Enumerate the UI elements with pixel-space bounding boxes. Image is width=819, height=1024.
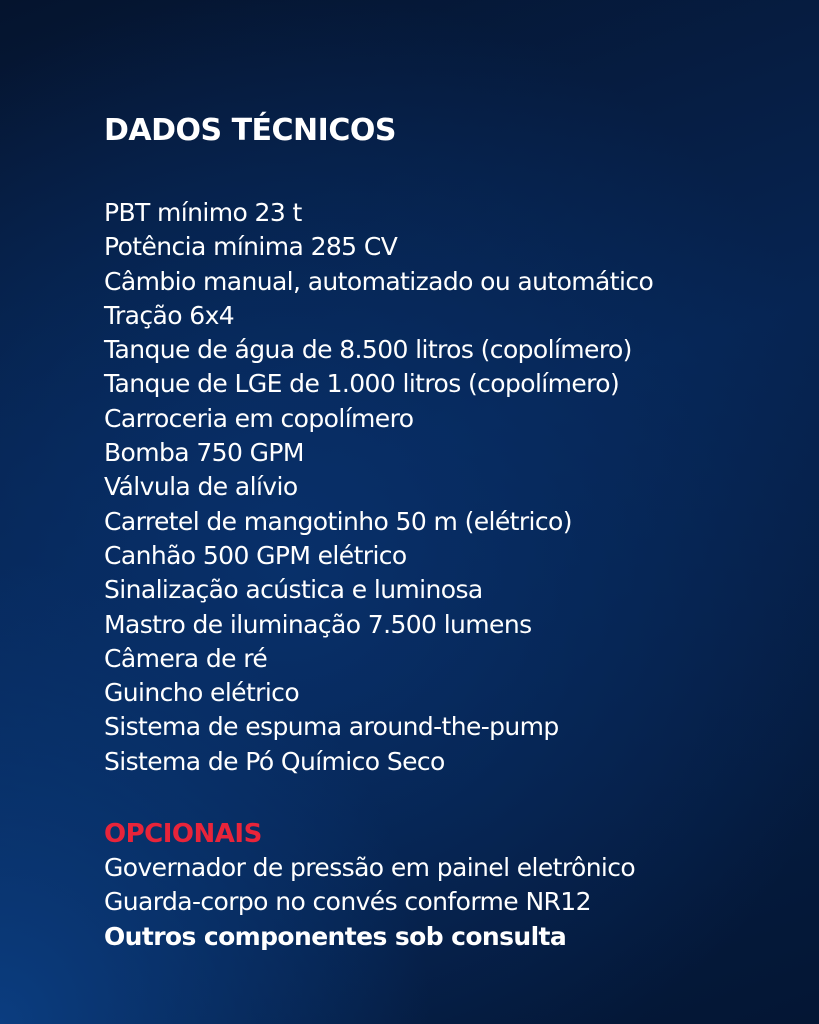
spec-item-light-mast: Mastro de iluminação 7.500 lumens bbox=[104, 609, 532, 639]
spec-item-winch: Guincho elétrico bbox=[104, 678, 300, 708]
spec-item-water-tank: Tanque de água de 8.500 litros (copolímero) bbox=[104, 335, 632, 365]
spec-item-power: Potência mínima 285 CV bbox=[104, 232, 398, 262]
spec-item-pump: Bomba 750 GPM bbox=[104, 438, 304, 468]
optionals-section bbox=[104, 817, 794, 954]
technical-data-title: DADOS TÉCNICOS bbox=[104, 113, 396, 148]
optional-item-pressure-governor: Governador de pressão em painel eletrônico bbox=[104, 853, 636, 883]
spec-item-signaling: Sinalização acústica e luminosa bbox=[104, 575, 483, 605]
spec-item-rear-camera: Câmera de ré bbox=[104, 643, 268, 673]
spec-item-pbt: PBT mínimo 23 t bbox=[104, 198, 302, 227]
optionals-list bbox=[104, 851, 794, 954]
spec-item-monitor: Canhão 500 GPM elétrico bbox=[104, 540, 407, 570]
spec-item-foam-system: Sistema de espuma around-the-pump bbox=[104, 712, 559, 742]
spec-item-traction: Tração 6x4 bbox=[104, 300, 235, 330]
technical-specs-list bbox=[104, 196, 794, 779]
spec-item-relief-valve: Válvula de alívio bbox=[104, 472, 298, 502]
optionals-title: OPCIONAIS bbox=[104, 819, 262, 850]
optional-item-guardrail: Guarda-corpo no convés conforme NR12 bbox=[104, 887, 591, 917]
spec-item-dry-chemical: Sistema de Pó Químico Seco bbox=[104, 746, 445, 776]
spec-item-body: Carroceria em copolímero bbox=[104, 403, 414, 433]
spec-item-transmission: Câmbio manual, automatizado ou automático bbox=[104, 266, 654, 296]
optionals-footer-note: Outros componentes sob consulta bbox=[104, 921, 567, 951]
spec-sheet bbox=[104, 112, 794, 954]
spec-item-lge-tank: Tanque de LGE de 1.000 litros (copolímero) bbox=[104, 369, 620, 399]
spec-item-hose-reel: Carretel de mangotinho 50 m (elétrico) bbox=[104, 506, 572, 536]
